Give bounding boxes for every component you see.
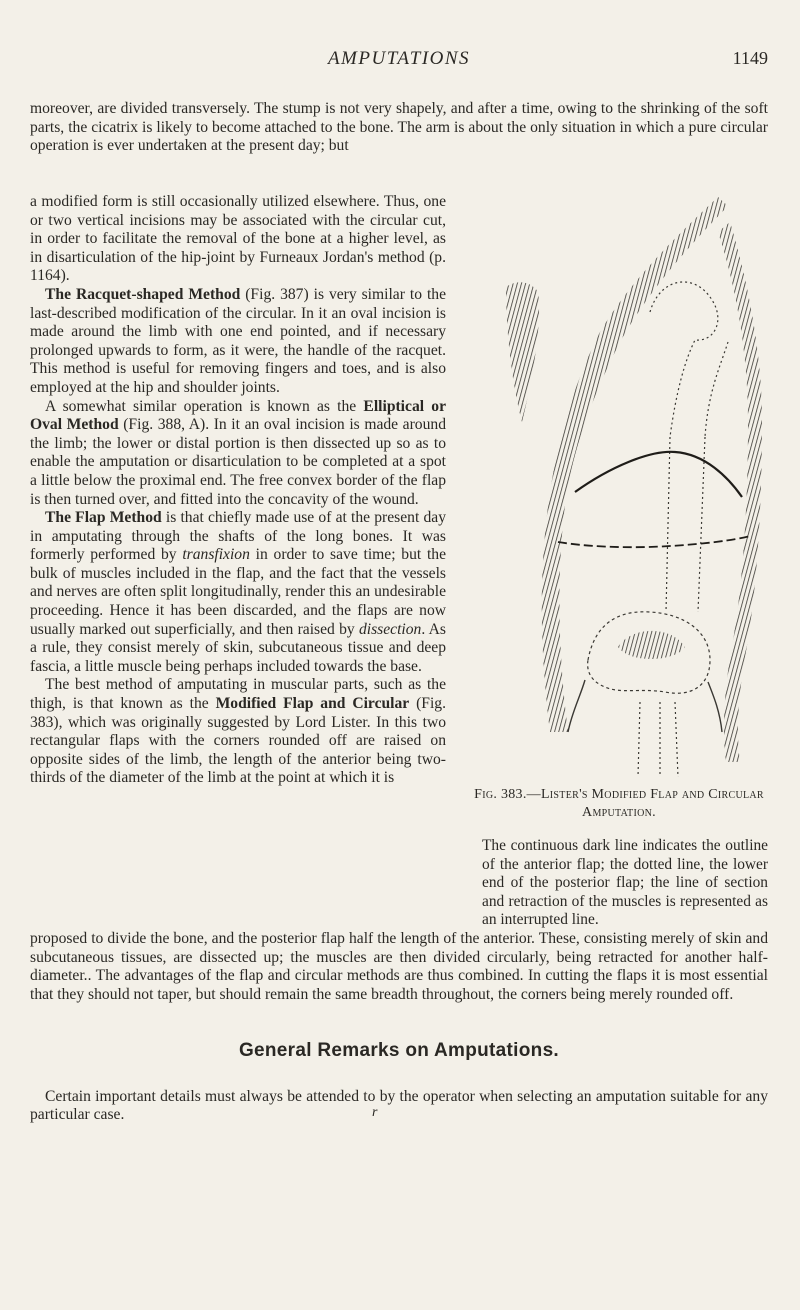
limb-outline-drawing <box>500 192 768 786</box>
term-flap-method: The Flap Method <box>45 509 162 527</box>
opening-text <box>30 100 768 156</box>
running-head <box>30 48 768 78</box>
flap-text-c: . As a rule, they consist merely of skin, subcutaneous tissue and deep fascia, a little muscle being perhaps included towards the base. <box>30 620 446 675</box>
paragraph-continuation: proposed to divide the bone, and the posterior flap half the length of the anterior. These, consisting merely of skin and subcutaneous tissues, are dissected up; the muscles are then divided circularly, being retracted for another half-diameter.. The advantages of the flap and circular methods are thus combined. In cutting the flaps it is most essential that they should not taper, but should remain the same breadth throughout, the corners being merely rounded off. <box>30 930 768 1003</box>
book-page <box>30 0 768 1310</box>
femur-shaft-right <box>698 437 705 612</box>
figure-383-illustration <box>500 192 768 786</box>
left-column-text <box>30 193 446 788</box>
paragraph-racquet-method <box>30 286 446 398</box>
modified-flap-text-b: (Fig. 383), which was originally suggested by Lord Lister. In this two rectangular flaps with the corners rounded off are raised on opposite sides of the limb, the length of the anterior being two-thirds of the diameter of the limb at the point at which it is <box>30 695 446 787</box>
continuation-text <box>30 930 768 1004</box>
muscle-section-line <box>558 536 750 547</box>
patella-shading <box>618 631 685 659</box>
right-contour-shading <box>718 222 762 762</box>
paragraph-modified-circular: a modified form is still occasionally utilized elsewhere. Thus, one or two vertical incisions may be associated with the circular cut, in order to facilitate the removal of the bone at a higher level, as in disarticulation of the hip-joint by Furneaux Jordan's method (p. 1164). <box>30 193 446 285</box>
modified-flap-text-a: The best method of amputating in muscular parts, such as the thigh, is that known as the <box>30 676 446 713</box>
tibia-line-left <box>638 702 640 777</box>
flap-text-a: is that chiefly made use of at the present day in amputating through the shafts of the long bones. It was formerly performed by <box>30 509 446 564</box>
paragraph-opening: moreover, are divided transversely. The stump is not very shapely, and after a time, owing to the shrinking of the soft parts, the cicatrix is likely to become attached to the bone. The arm is about the only situation in which a pure circular operation is ever undertaken at the present day; but <box>30 100 768 155</box>
leg-outline-right <box>708 682 722 732</box>
running-title: AMPUTATIONS <box>327 48 471 69</box>
flap-text-b: in order to save time; but the bulk of muscles included in the flap, and the fact that the vessels and nerves are often split longitudinally, render this an undesirable proceeding. Hence it has been discarded, and the flaps are now usually marked out superficially, and then raised by <box>30 546 446 638</box>
femur-neck-outline <box>705 342 728 437</box>
paragraph-modified-flap-circular <box>30 676 446 788</box>
page-number: 1149 <box>732 48 768 68</box>
term-transfixion: transfixion <box>182 546 250 564</box>
femur-head-outline <box>650 282 718 437</box>
section-heading: General Remarks on Amputations. <box>238 1040 560 1061</box>
racquet-method-text: (Fig. 387) is very similar to the last-described modification of the circular. In it an oval incision is made around the limb with one end pointed, and if necessary prolonged upwards to form, as it were, the handle of the racquet. This method is useful for removing fingers and toes, and is also employed at the hip and shoulder joints. <box>30 285 446 396</box>
term-racquet-method: The Racquet-shaped Method <box>45 285 241 303</box>
paragraph-general-remarks: Certain important details must always be attended to by the operator when selecting an amputation suitable for any particular case. <box>30 1087 768 1124</box>
caption-line-2: Amputation. <box>582 804 656 820</box>
caption-line-1: Fig. 383.—Lister's Modified Flap and Circular <box>474 787 764 802</box>
leg-outline-left <box>568 680 585 732</box>
anterior-flap-line <box>575 452 742 497</box>
term-dissection: dissection <box>358 620 422 638</box>
elliptical-method-text: (Fig. 388, A). In it an oval incision is made around the limb; the lower or distal portion is then dissected up so as to enable the amputation or disarticulation to be completed at a spot a little below the proximal end. The free convex border of the flap is then turned over, and fitted into the concavity of the wound. <box>30 416 446 508</box>
figure-legend: The continuous dark line indicates the outline of the anterior flap; the dotted line, the lower end of the posterior flap; the line of section and retraction of the muscles is represented as an interrupted line. <box>482 837 768 929</box>
femur-shaft-left <box>666 437 670 612</box>
fibula-line <box>675 702 678 777</box>
figure-caption <box>470 786 768 821</box>
term-modified-flap-circular: Modified Flap and Circular <box>215 695 410 713</box>
paragraph-elliptical-method <box>30 398 446 510</box>
stray-mark: r <box>372 1105 378 1120</box>
buttock-shading <box>506 282 539 422</box>
term-elliptical-method: Elliptical or Oval Method <box>30 397 446 434</box>
paragraph-flap-method <box>30 509 446 676</box>
elliptical-lead: A somewhat similar operation is known as the <box>45 397 364 415</box>
